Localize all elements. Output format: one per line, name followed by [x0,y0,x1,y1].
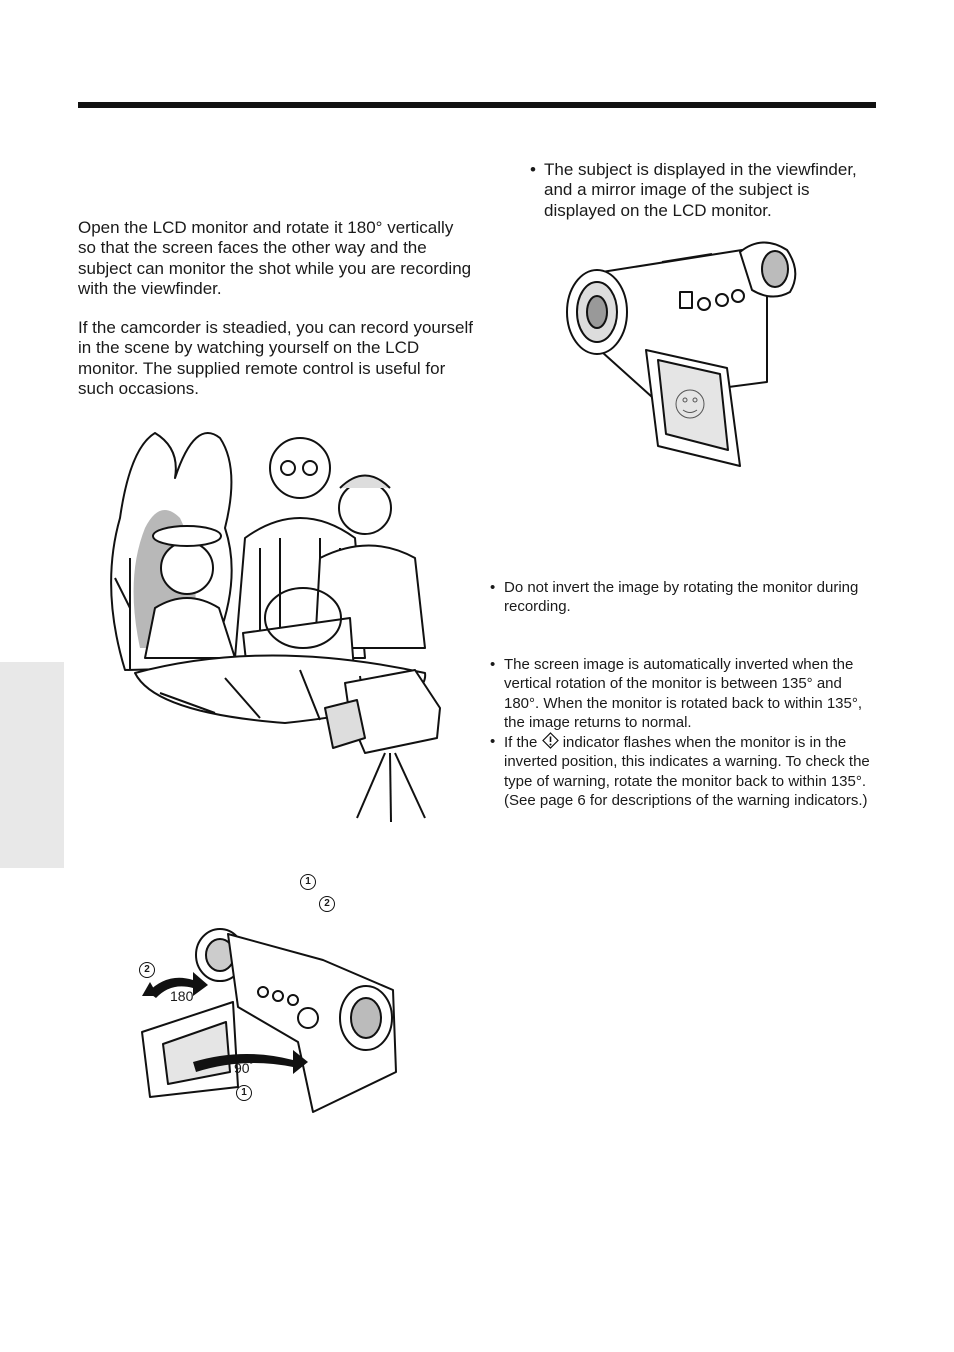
caution-list [490,578,880,617]
warning-note [490,732,880,810]
auto-invert-note: • The screen image is automatically inverted when the vertical rotation of the monitor is between 135° and 180°. When the monitor is rotated back to within 135°, the image returns to normal. [490,655,880,732]
warning-note-rest: indicator flashes when the monitor is in the inverted position, this indicates a warning. To check the type of warning, rotate the monitor back to within 135°. (See page 6 for descriptions of the warning indicators.) [504,734,870,810]
notes-list [490,655,880,810]
angle-label-180: 180° [170,988,197,1004]
self-record-paragraph: If the camcorder is steadied, you can record yourself in the scene by watching yourself on the LCD monitor. The supplied remote control is useful for such occasions. [78,318,473,398]
step-marker-two-diagram: 2 [139,962,155,978]
warning-note-lead: If the [504,734,538,752]
monitor-rotation-illustration [138,922,408,1120]
family-recording-scene-illustration [95,408,455,824]
step-marker-one: 1 [300,874,316,890]
step-marker-two: 2 [319,896,335,912]
intro-paragraph: Open the LCD monitor and rotate it 180° vertically so that the screen faces the other way and the subject can monitor the shot while you are recording with the viewfinder. [78,218,472,298]
step-marker-one-diagram: 1 [236,1085,252,1101]
mirror-note-list [530,160,880,221]
angle-label-90: 90° [234,1060,253,1076]
header-rule [78,102,876,108]
mirror-note: • The subject is displayed in the viewfinder, and a mirror image of the subject is displayed on the LCD monitor. [530,160,880,221]
warning-indicator-icon [542,732,559,749]
caution-note: • Do not invert the image by rotating the monitor during recording. [490,578,880,617]
section-side-tab [0,662,64,868]
camcorder-mirror-illustration [562,232,802,474]
